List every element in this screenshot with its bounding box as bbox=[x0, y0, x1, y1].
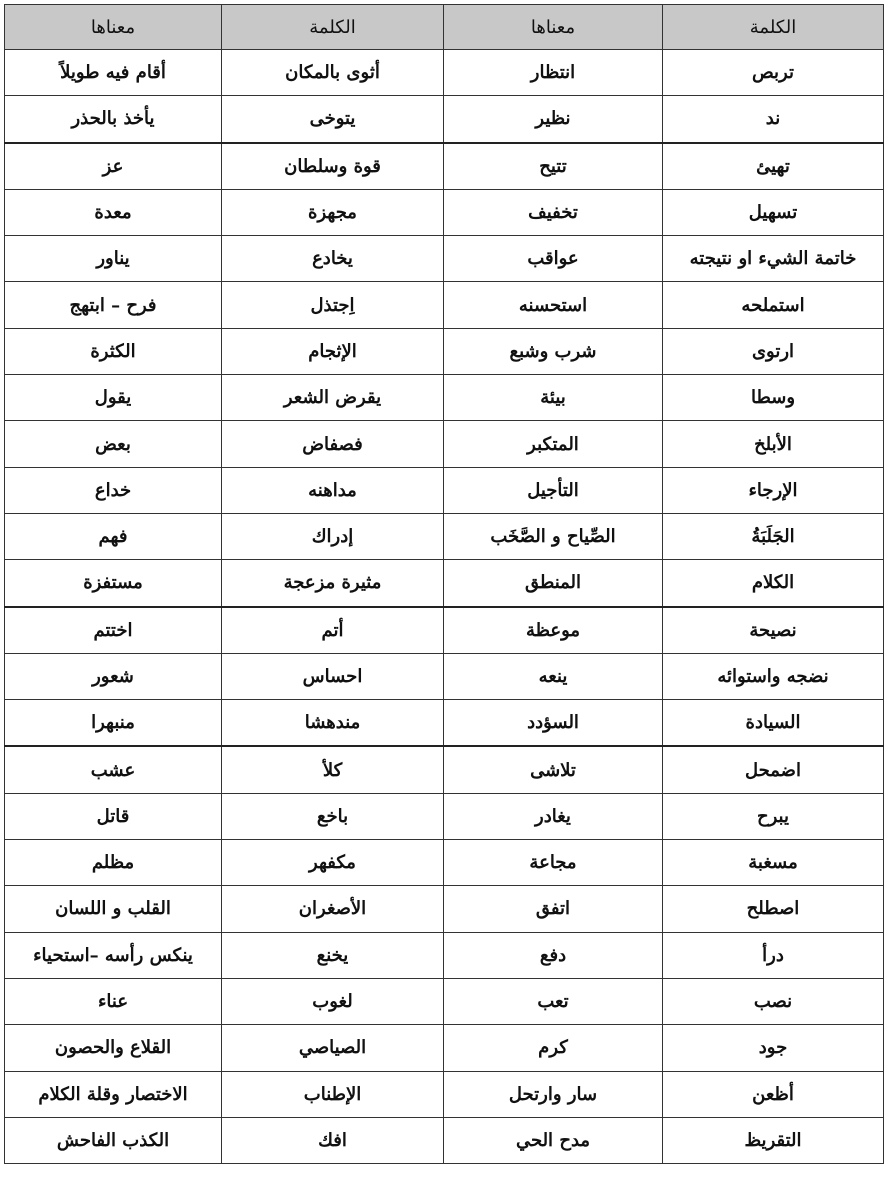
word-cell: افك bbox=[222, 1117, 444, 1163]
word-cell: تربص bbox=[663, 50, 884, 96]
word-cell: يخنع bbox=[222, 932, 444, 978]
meaning-cell: ينعه bbox=[444, 653, 663, 699]
meaning-cell: نظير bbox=[444, 96, 663, 143]
word-cell: نصب bbox=[663, 978, 884, 1024]
meaning-cell: أقام فيه طويلاً bbox=[5, 50, 222, 96]
table-row bbox=[5, 932, 884, 978]
word-cell: نضجه واستوائه bbox=[663, 653, 884, 699]
table-row bbox=[5, 1025, 884, 1071]
word-cell: الإطناب bbox=[222, 1071, 444, 1117]
meaning-cell: تتيح bbox=[444, 143, 663, 190]
meaning-cell: اختتم bbox=[5, 607, 222, 654]
word-cell: أتم bbox=[222, 607, 444, 654]
word-cell: مثيرة مزعجة bbox=[222, 560, 444, 607]
meaning-cell: سار وارتحل bbox=[444, 1071, 663, 1117]
meaning-cell: تعب bbox=[444, 978, 663, 1024]
meaning-cell: عز bbox=[5, 143, 222, 190]
word-cell: نصيحة bbox=[663, 607, 884, 654]
table-row bbox=[5, 653, 884, 699]
meaning-cell: كرم bbox=[444, 1025, 663, 1071]
table-row bbox=[5, 1117, 884, 1163]
table-row bbox=[5, 189, 884, 235]
meaning-cell: شرب وشبع bbox=[444, 328, 663, 374]
word-cell: مسغبة bbox=[663, 840, 884, 886]
meaning-cell: عشب bbox=[5, 746, 222, 793]
meaning-cell: اتفق bbox=[444, 886, 663, 932]
table-row bbox=[5, 328, 884, 374]
header-meaning-2: معناها bbox=[5, 5, 222, 50]
table-row bbox=[5, 467, 884, 513]
word-cell: تهيئ bbox=[663, 143, 884, 190]
meaning-cell: الكثرة bbox=[5, 328, 222, 374]
word-cell: أظعن bbox=[663, 1071, 884, 1117]
meaning-cell: يناور bbox=[5, 236, 222, 282]
meaning-cell: يأخذ بالحذر bbox=[5, 96, 222, 143]
meaning-cell: السؤدد bbox=[444, 700, 663, 747]
word-cell: تسهيل bbox=[663, 189, 884, 235]
table-row bbox=[5, 513, 884, 559]
word-cell: مجهزة bbox=[222, 189, 444, 235]
meaning-cell: التأجيل bbox=[444, 467, 663, 513]
meaning-cell: مجاعة bbox=[444, 840, 663, 886]
word-cell: يقرض الشعر bbox=[222, 375, 444, 421]
word-cell: جود bbox=[663, 1025, 884, 1071]
table-row bbox=[5, 282, 884, 328]
meaning-cell: خداع bbox=[5, 467, 222, 513]
word-cell: لغوب bbox=[222, 978, 444, 1024]
word-cell: أثوى بالمكان bbox=[222, 50, 444, 96]
word-cell: الصياصي bbox=[222, 1025, 444, 1071]
header-row bbox=[5, 5, 884, 50]
word-cell: خاتمة الشيء او نتيجته bbox=[663, 236, 884, 282]
table-row bbox=[5, 375, 884, 421]
meaning-cell: ينكس رأسه –استحياء bbox=[5, 932, 222, 978]
meaning-cell: قاتل bbox=[5, 793, 222, 839]
word-cell: يخادع bbox=[222, 236, 444, 282]
meaning-cell: بعض bbox=[5, 421, 222, 467]
meaning-cell: معدة bbox=[5, 189, 222, 235]
table-row bbox=[5, 793, 884, 839]
meaning-cell: يقول bbox=[5, 375, 222, 421]
header-word-1: الكلمة bbox=[663, 5, 884, 50]
word-cell: الإثجام bbox=[222, 328, 444, 374]
meaning-cell: موعظة bbox=[444, 607, 663, 654]
word-cell: الكلام bbox=[663, 560, 884, 607]
word-cell: الإرجاء bbox=[663, 467, 884, 513]
word-cell: قوة وسلطان bbox=[222, 143, 444, 190]
word-cell: الأصغران bbox=[222, 886, 444, 932]
table-row bbox=[5, 236, 884, 282]
meaning-cell: استحسنه bbox=[444, 282, 663, 328]
word-cell: درأ bbox=[663, 932, 884, 978]
meaning-cell: مظلم bbox=[5, 840, 222, 886]
word-cell: السيادة bbox=[663, 700, 884, 747]
meaning-cell: عواقب bbox=[444, 236, 663, 282]
word-cell: كلأ bbox=[222, 746, 444, 793]
meaning-cell: مستفزة bbox=[5, 560, 222, 607]
meaning-cell: الاختصار وقلة الكلام bbox=[5, 1071, 222, 1117]
meaning-cell: فرح – ابتهج bbox=[5, 282, 222, 328]
meaning-cell: انتظار bbox=[444, 50, 663, 96]
vocabulary-table bbox=[4, 4, 884, 1164]
word-cell: اِجتذل bbox=[222, 282, 444, 328]
header-word-2: الكلمة bbox=[222, 5, 444, 50]
meaning-cell: دفع bbox=[444, 932, 663, 978]
word-cell: مندهشا bbox=[222, 700, 444, 747]
table-row bbox=[5, 1071, 884, 1117]
meaning-cell: فهم bbox=[5, 513, 222, 559]
table-row bbox=[5, 700, 884, 747]
meaning-cell: يغادر bbox=[444, 793, 663, 839]
meaning-cell: مدح الحي bbox=[444, 1117, 663, 1163]
word-cell: إدراك bbox=[222, 513, 444, 559]
table-row bbox=[5, 840, 884, 886]
meaning-cell: القلاع والحصون bbox=[5, 1025, 222, 1071]
word-cell: فصفاض bbox=[222, 421, 444, 467]
word-cell: الأبلخ bbox=[663, 421, 884, 467]
word-cell: وسطا bbox=[663, 375, 884, 421]
word-cell: احساس bbox=[222, 653, 444, 699]
table-header bbox=[5, 5, 884, 50]
word-cell: باخع bbox=[222, 793, 444, 839]
table-row bbox=[5, 560, 884, 607]
vocabulary-table-container bbox=[4, 4, 883, 1164]
table-row bbox=[5, 607, 884, 654]
word-cell: الجَلَبَةُ bbox=[663, 513, 884, 559]
meaning-cell: تخفيف bbox=[444, 189, 663, 235]
word-cell: اضمحل bbox=[663, 746, 884, 793]
meaning-cell: منبهرا bbox=[5, 700, 222, 747]
table-row bbox=[5, 50, 884, 96]
header-meaning-1: معناها bbox=[444, 5, 663, 50]
meaning-cell: شعور bbox=[5, 653, 222, 699]
meaning-cell: عناء bbox=[5, 978, 222, 1024]
word-cell: مداهنه bbox=[222, 467, 444, 513]
table-row bbox=[5, 886, 884, 932]
meaning-cell: تلاشى bbox=[444, 746, 663, 793]
table-row bbox=[5, 421, 884, 467]
meaning-cell: الكذب الفاحش bbox=[5, 1117, 222, 1163]
table-row bbox=[5, 96, 884, 143]
table-row bbox=[5, 978, 884, 1024]
meaning-cell: المتكبر bbox=[444, 421, 663, 467]
word-cell: يبرح bbox=[663, 793, 884, 839]
word-cell: ارتوى bbox=[663, 328, 884, 374]
meaning-cell: بيئة bbox=[444, 375, 663, 421]
meaning-cell: الصِّياح و الصَّخَب bbox=[444, 513, 663, 559]
table-body bbox=[5, 50, 884, 1164]
meaning-cell: المنطق bbox=[444, 560, 663, 607]
word-cell: مكفهر bbox=[222, 840, 444, 886]
table-row bbox=[5, 746, 884, 793]
meaning-cell: القلب و اللسان bbox=[5, 886, 222, 932]
word-cell: التقريظ bbox=[663, 1117, 884, 1163]
word-cell: اصطلح bbox=[663, 886, 884, 932]
word-cell: استملحه bbox=[663, 282, 884, 328]
table-row bbox=[5, 143, 884, 190]
word-cell: يتوخى bbox=[222, 96, 444, 143]
word-cell: ند bbox=[663, 96, 884, 143]
